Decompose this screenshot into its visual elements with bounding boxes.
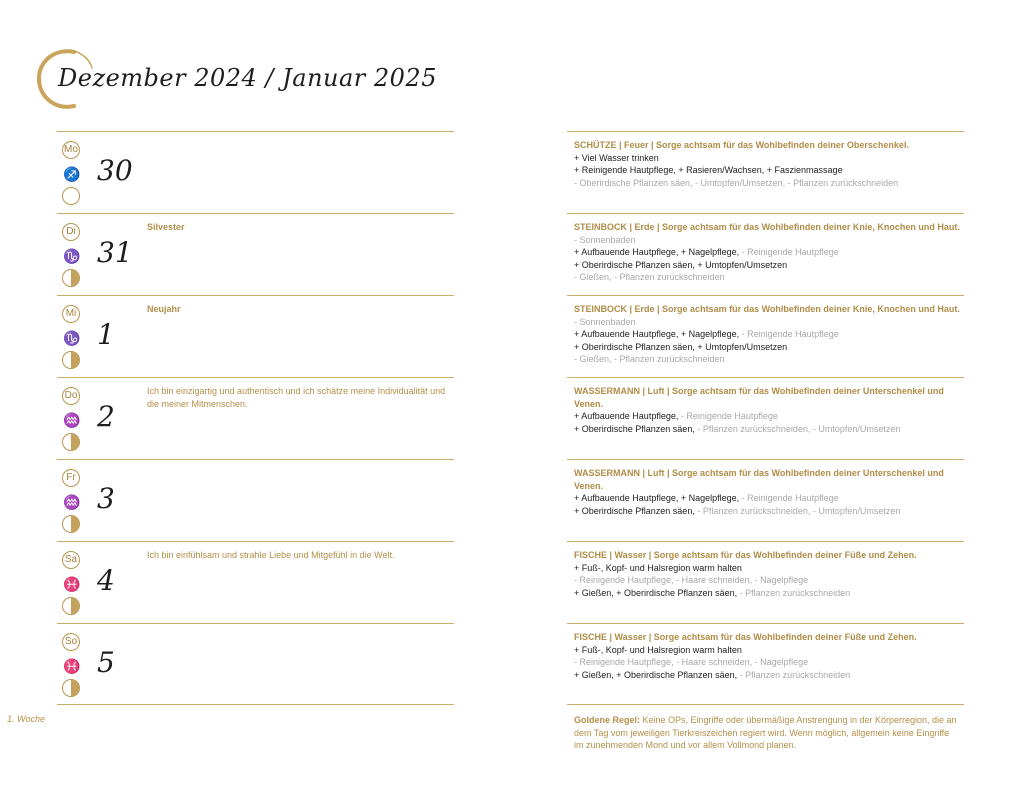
advice-line bbox=[574, 152, 962, 165]
day-note: Ich bin einzigartig und authentisch und ich schätze meine Individualität und die meiner Mitmenschen. bbox=[147, 386, 446, 409]
day-number: 2 bbox=[97, 400, 115, 433]
day-number: 31 bbox=[97, 236, 133, 269]
advice-line bbox=[574, 644, 962, 657]
advice-avoid-text: - Sonnenbaden bbox=[574, 234, 636, 245]
advice-avoid-text: - Oberirdische Pflanzen säen, - Umtopfen/Umsetzen, - Pflanzen zurückschneiden bbox=[574, 177, 899, 188]
moon-phase-icon bbox=[62, 433, 80, 451]
advice-recommended-text: + Gießen, + Oberirdische Pflanzen säen, bbox=[574, 587, 740, 598]
advice-avoid-text: - Pflanzen zurückschneiden, - Umtopfen/Umsetzen bbox=[697, 505, 901, 516]
advice-line bbox=[574, 246, 962, 259]
day-row bbox=[57, 295, 454, 377]
advice-line bbox=[574, 271, 962, 284]
weekday-badge: So bbox=[62, 633, 80, 651]
day-row bbox=[57, 541, 454, 623]
day-row bbox=[57, 623, 454, 705]
weekday-badge: Do bbox=[62, 387, 80, 405]
weekday-badge: Di bbox=[62, 223, 80, 241]
aquarius-icon: ♒ bbox=[63, 412, 81, 428]
moon-phase-icon bbox=[62, 187, 80, 205]
advice-avoid-text: - Reinigende Hautpflege, - Haare schneiden, - Nagelpflege bbox=[574, 575, 809, 586]
advice-recommended-text: + Fuß-, Kopf- und Halsregion warm halten bbox=[574, 562, 742, 573]
advice-row bbox=[567, 377, 964, 459]
advice-line bbox=[574, 656, 962, 669]
day-row bbox=[57, 131, 454, 213]
advice-row bbox=[567, 541, 964, 623]
advice-recommended-text: + Aufbauende Hautpflege, + Nagelpflege, bbox=[574, 329, 742, 340]
moon-phase-icon bbox=[62, 515, 80, 533]
advice-avoid-text: - Reinigende Hautpflege bbox=[680, 411, 778, 422]
advice-line bbox=[574, 505, 962, 518]
advice-line bbox=[574, 259, 962, 272]
advice-line bbox=[574, 423, 962, 436]
aquarius-icon: ♒ bbox=[63, 494, 81, 510]
week-label: 1. Woche bbox=[7, 714, 46, 724]
advice-recommended-text: + Fuß-, Kopf- und Halsregion warm halten bbox=[574, 644, 742, 655]
moon-phase-icon bbox=[62, 269, 80, 287]
weekday-badge: Fr bbox=[62, 469, 80, 487]
golden-rule-label: Goldene Regel: bbox=[574, 715, 641, 725]
weekday-badge: Sa bbox=[62, 551, 80, 569]
advice-avoid-text: - Pflanzen zurückschneiden bbox=[739, 587, 851, 598]
day-grid bbox=[57, 131, 454, 705]
zodiac-heading: SCHÜTZE | Feuer | Sorge achtsam für das Wohlbefinden deiner Oberschenkel. bbox=[574, 140, 909, 150]
sagittarius-icon: ♐ bbox=[63, 166, 81, 182]
advice-line bbox=[574, 669, 962, 682]
advice-row bbox=[567, 213, 964, 295]
advice-avoid-text: - Pflanzen zurückschneiden, - Umtopfen/Umsetzen bbox=[697, 423, 901, 434]
advice-line bbox=[574, 353, 962, 366]
advice-avoid-text: - Reinigende Hautpflege, - Haare schneiden, - Nagelpflege bbox=[574, 657, 809, 668]
pisces-icon: ♓ bbox=[63, 658, 81, 674]
advice-line bbox=[574, 164, 962, 177]
moon-phase-icon bbox=[62, 597, 80, 615]
day-number: 3 bbox=[97, 482, 115, 515]
capricorn-icon: ♑ bbox=[63, 248, 81, 264]
advice-avoid-text: - Reinigende Hautpflege bbox=[741, 247, 839, 258]
day-number: 5 bbox=[97, 646, 115, 679]
advice-recommended-text: + Oberirdische Pflanzen säen, bbox=[574, 505, 698, 516]
advice-line bbox=[574, 316, 962, 329]
capricorn-icon: ♑ bbox=[63, 330, 81, 346]
advice-recommended-text: + Gießen, + Oberirdische Pflanzen säen, bbox=[574, 669, 740, 680]
advice-avoid-text: - Reinigende Hautpflege bbox=[741, 493, 839, 504]
advice-recommended-text: + Viel Wasser trinken bbox=[574, 152, 659, 163]
moon-phase-icon bbox=[62, 679, 80, 697]
moon-phase-icon bbox=[62, 351, 80, 369]
zodiac-heading: STEINBOCK | Erde | Sorge achtsam für das Wohlbefinden deiner Knie, Knochen und Haut. bbox=[574, 304, 960, 314]
zodiac-heading: WASSERMANN | Luft | Sorge achtsam für das Wohlbefinden deiner Unterschenkel und Venen. bbox=[574, 468, 944, 491]
page-header bbox=[34, 42, 437, 112]
day-note: Neujahr bbox=[147, 304, 181, 314]
advice-recommended-text: + Aufbauende Hautpflege, bbox=[574, 411, 681, 422]
advice-row bbox=[567, 623, 964, 705]
advice-avoid-text: - Pflanzen zurückschneiden bbox=[739, 669, 851, 680]
advice-line bbox=[574, 562, 962, 575]
day-number: 1 bbox=[97, 318, 115, 351]
page-title: Dezember 2024 / Januar 2025 bbox=[58, 64, 437, 92]
advice-recommended-text: + Oberirdische Pflanzen säen, + Umtopfen/Umsetzen bbox=[574, 341, 788, 352]
day-note: Ich bin einfühlsam und strahle Liebe und Mitgefühl in die Welt. bbox=[147, 550, 395, 560]
advice-row bbox=[567, 295, 964, 377]
advice-line bbox=[574, 574, 962, 587]
zodiac-heading: WASSERMANN | Luft | Sorge achtsam für das Wohlbefinden deiner Unterschenkel und Venen. bbox=[574, 386, 944, 409]
advice-row bbox=[567, 459, 964, 541]
advice-avoid-text: - Gießen, - Pflanzen zurückschneiden bbox=[574, 354, 725, 365]
golden-rule-text: Keine OPs, Eingriffe oder übermäßige Anstrengung in der Körperregion, die an dem Tag vom jeweiligen Tierkreiszeichen regiert wird. Wenn möglich, allgemein keine Eingriffe im zunehmenden Mond und vor allem Vollmond planen. bbox=[574, 715, 957, 750]
weekday-badge: Mo bbox=[62, 141, 80, 159]
advice-avoid-text: - Reinigende Hautpflege bbox=[741, 329, 839, 340]
advice-recommended-text: + Aufbauende Hautpflege, + Nagelpflege, bbox=[574, 493, 742, 504]
advice-row bbox=[567, 131, 964, 213]
day-row bbox=[57, 377, 454, 459]
advice-recommended-text: + Aufbauende Hautpflege, + Nagelpflege, bbox=[574, 247, 742, 258]
zodiac-heading: STEINBOCK | Erde | Sorge achtsam für das Wohlbefinden deiner Knie, Knochen und Haut. bbox=[574, 222, 960, 232]
day-number: 30 bbox=[97, 154, 133, 187]
day-number: 4 bbox=[97, 564, 115, 597]
advice-line bbox=[574, 177, 962, 190]
advice-avoid-text: - Gießen, - Pflanzen zurückschneiden bbox=[574, 272, 725, 283]
advice-line bbox=[574, 328, 962, 341]
zodiac-heading: FISCHE | Wasser | Sorge achtsam für das Wohlbefinden deiner Füße und Zehen. bbox=[574, 550, 917, 560]
day-row bbox=[57, 459, 454, 541]
advice-line bbox=[574, 587, 962, 600]
day-row bbox=[57, 213, 454, 295]
zodiac-heading: FISCHE | Wasser | Sorge achtsam für das Wohlbefinden deiner Füße und Zehen. bbox=[574, 632, 917, 642]
pisces-icon: ♓ bbox=[63, 576, 81, 592]
advice-recommended-text: + Oberirdische Pflanzen säen, bbox=[574, 423, 698, 434]
zodiac-advice-list bbox=[567, 131, 964, 705]
day-note: Silvester bbox=[147, 222, 185, 232]
advice-line bbox=[574, 492, 962, 505]
advice-recommended-text: + Reinigende Hautpflege, + Rasieren/Wachsen, + Faszienmassage bbox=[574, 165, 843, 176]
weekday-badge: Mi bbox=[62, 305, 80, 323]
advice-line bbox=[574, 341, 962, 354]
advice-line bbox=[574, 410, 962, 423]
advice-avoid-text: - Sonnenbaden bbox=[574, 316, 636, 327]
advice-recommended-text: + Oberirdische Pflanzen säen, + Umtopfen/Umsetzen bbox=[574, 259, 788, 270]
golden-rule bbox=[574, 714, 959, 752]
advice-line bbox=[574, 234, 962, 247]
